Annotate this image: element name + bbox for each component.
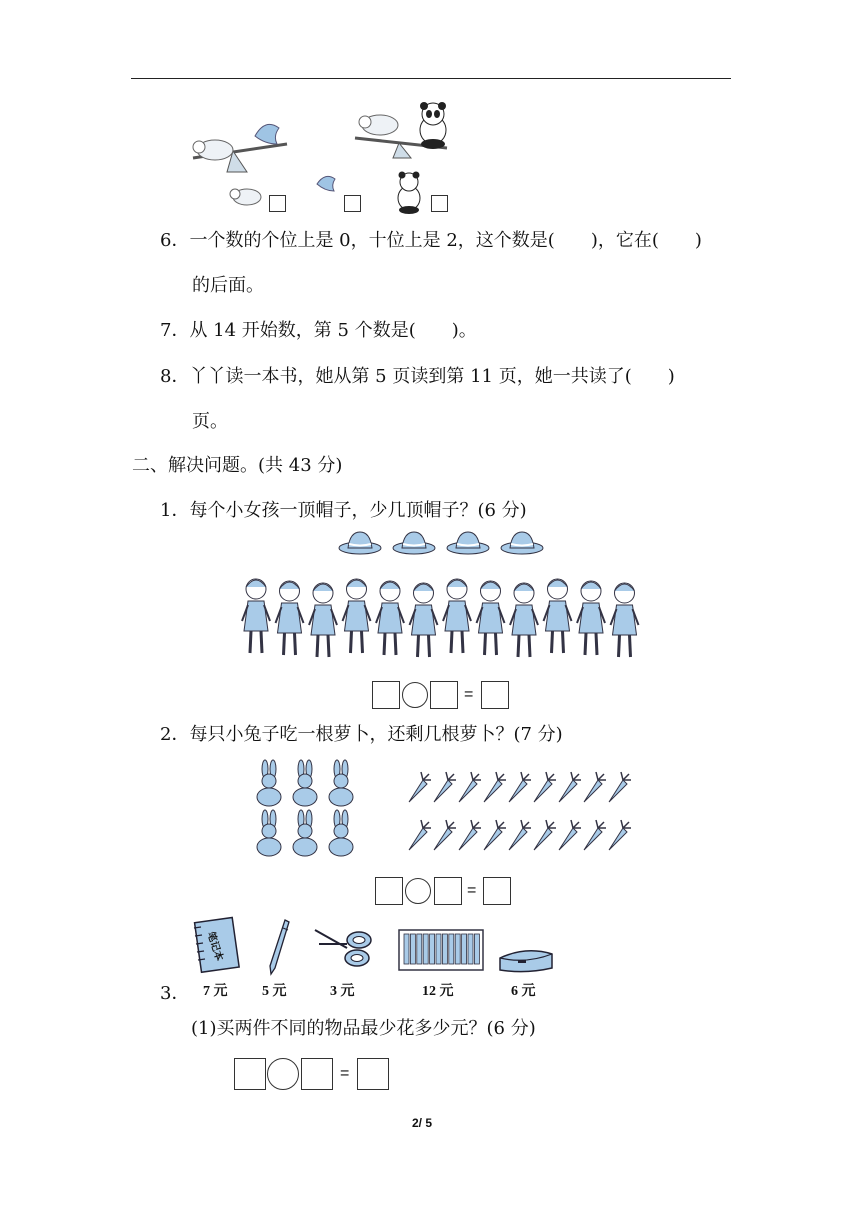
- q7-line1: 7．从 14 开始数，第 5 个数是( )。: [160, 320, 477, 341]
- crayon-icon: [468, 934, 473, 964]
- price-pen: 5 元: [262, 984, 287, 999]
- crayon-icon: [404, 934, 409, 964]
- crayon-icon: [430, 934, 435, 964]
- carrot-icon: [609, 772, 631, 802]
- girl-icon: [376, 581, 404, 655]
- carrot-icon: [534, 772, 556, 802]
- pencil-case-icon: [496, 944, 556, 976]
- price-scissors: 3 元: [330, 984, 355, 999]
- carrot-icon: [509, 820, 531, 850]
- rabbit-icon: [293, 760, 317, 806]
- hat-icon: [501, 532, 543, 554]
- eq3-operator-circle[interactable]: [267, 1058, 299, 1090]
- crayon-icon: [423, 934, 428, 964]
- q8-line1: 8．丫丫读一本书，她从第 5 页读到第 11 页，她一共读了( ): [160, 366, 675, 387]
- answer-box-sheep[interactable]: [269, 195, 286, 212]
- carrot-icon: [459, 772, 481, 802]
- carrots-illustration: [405, 772, 640, 852]
- eq3-result-box[interactable]: [357, 1058, 389, 1090]
- carrot-icon: [459, 820, 481, 850]
- pen-icon: [263, 918, 293, 976]
- crayon-icon: [474, 934, 479, 964]
- carrot-icon: [559, 820, 581, 850]
- carrot-icon: [409, 820, 431, 850]
- crayon-icon: [442, 934, 447, 964]
- crayon-icon: [449, 934, 454, 964]
- carrot-icon: [559, 772, 581, 802]
- hat-icon: [447, 532, 489, 554]
- hat-icon: [339, 532, 381, 554]
- notebook-icon: [192, 918, 240, 974]
- girl-icon: [410, 583, 438, 657]
- eq2-equals: =: [467, 882, 477, 899]
- eq1-box-2[interactable]: [430, 681, 458, 709]
- q8-line2: 页。: [192, 411, 228, 432]
- notebook-label: 笔记本: [204, 930, 225, 963]
- eq1-equals: =: [464, 686, 474, 703]
- carrot-icon: [434, 772, 456, 802]
- carrot-icon: [534, 820, 556, 850]
- crayon-icon: [455, 934, 460, 964]
- rabbit-icon: [257, 760, 281, 806]
- carrot-icon: [409, 772, 431, 802]
- price-notebook: 7 元: [203, 984, 228, 999]
- carrot-icon: [609, 820, 631, 850]
- price-crayons: 12 元: [422, 984, 454, 999]
- girl-icon: [577, 581, 605, 655]
- problem-1-text: 1．每个小女孩一顶帽子，少几顶帽子？(6 分): [160, 500, 527, 521]
- balance-scale-illustration: [185, 100, 465, 220]
- eq2-operator-circle[interactable]: [405, 878, 431, 904]
- eq3-equals: =: [340, 1065, 350, 1082]
- rabbit-icon: [293, 810, 317, 856]
- hat-icon: [393, 532, 435, 554]
- eq1-box-1[interactable]: [372, 681, 400, 709]
- eq1-operator-circle[interactable]: [402, 682, 428, 708]
- girl-icon: [343, 579, 371, 653]
- answer-box-dolphin[interactable]: [344, 195, 361, 212]
- q6-line2: 的后面。: [192, 275, 264, 296]
- answer-box-panda[interactable]: [431, 195, 448, 212]
- rabbit-icon: [257, 810, 281, 856]
- problem-3-number: 3．: [160, 983, 190, 1004]
- crayon-box-icon: [398, 926, 484, 974]
- price-pencil-case: 6 元: [511, 984, 536, 999]
- carrot-icon: [434, 820, 456, 850]
- eq2-box-2[interactable]: [434, 877, 462, 905]
- girl-icon: [443, 579, 471, 653]
- crayon-icon: [436, 934, 441, 964]
- girls-illustration: [240, 575, 650, 665]
- eq3-box-2[interactable]: [301, 1058, 333, 1090]
- girl-icon: [477, 581, 505, 655]
- girl-icon: [242, 579, 270, 653]
- eq3-box-1[interactable]: [234, 1058, 266, 1090]
- girl-icon: [544, 579, 572, 653]
- scissors-icon: [313, 922, 375, 970]
- section-title: 二、解决问题。(共 43 分): [132, 455, 343, 476]
- crayon-icon: [410, 934, 415, 964]
- girl-icon: [276, 581, 304, 655]
- carrot-icon: [484, 772, 506, 802]
- problem-3-sub1: (1)买两件不同的物品最少花多少元？(6 分): [191, 1018, 536, 1039]
- crayon-icon: [462, 934, 467, 964]
- rabbit-icon: [329, 810, 353, 856]
- girl-icon: [309, 583, 337, 657]
- carrot-icon: [584, 772, 606, 802]
- girl-icon: [611, 583, 639, 657]
- eq2-box-1[interactable]: [375, 877, 403, 905]
- eq1-result-box[interactable]: [481, 681, 509, 709]
- q6-line1: 6．一个数的个位上是 0，十位上是 2，这个数是( )，它在( ): [160, 230, 702, 251]
- eq2-result-box[interactable]: [483, 877, 511, 905]
- hats-illustration: [338, 528, 558, 558]
- page-number: 2/ 5: [412, 1116, 433, 1130]
- rabbits-illustration: [253, 765, 363, 860]
- girl-icon: [510, 583, 538, 657]
- carrot-icon: [584, 820, 606, 850]
- carrot-icon: [509, 772, 531, 802]
- header-rule: [131, 78, 731, 79]
- crayon-icon: [417, 934, 422, 964]
- carrot-icon: [484, 820, 506, 850]
- rabbit-icon: [329, 760, 353, 806]
- problem-2-text: 2．每只小兔子吃一根萝卜，还剩几根萝卜？(7 分): [160, 724, 563, 745]
